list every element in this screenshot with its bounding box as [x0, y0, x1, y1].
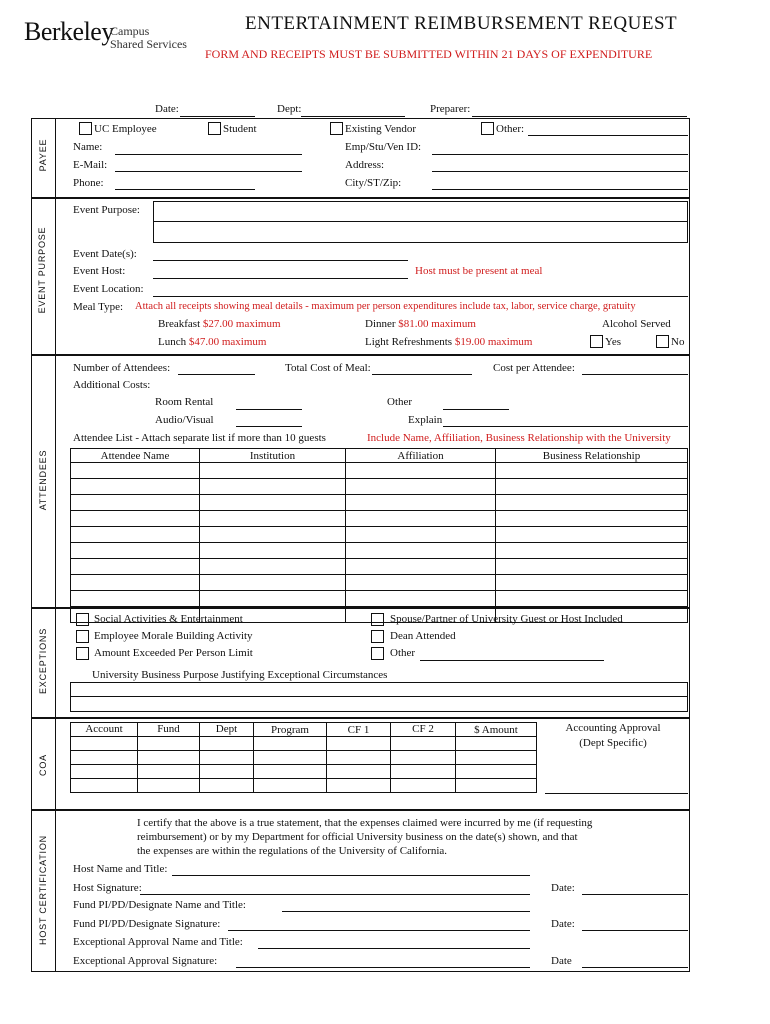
table-row[interactable]: [71, 575, 688, 591]
attendee-table: [70, 448, 688, 623]
dean-label: Dean Attended: [390, 630, 456, 642]
spouse-checkbox[interactable]: [371, 613, 384, 626]
num-attendees-field[interactable]: [178, 374, 255, 375]
event-section-label: EVENT PURPOSE: [37, 226, 47, 314]
pi-name-field[interactable]: [282, 911, 530, 912]
table-row[interactable]: [71, 779, 537, 793]
explain-label: Explain: [408, 414, 443, 426]
date-1-field[interactable]: [582, 894, 688, 895]
table-row[interactable]: [71, 495, 688, 511]
event-location-field[interactable]: [153, 296, 688, 297]
explain-field[interactable]: [443, 426, 688, 427]
event-location-label: Event Location:: [73, 283, 144, 295]
alcohol-no-checkbox[interactable]: [656, 335, 669, 348]
student-label: Student: [223, 123, 257, 135]
accounting-approval-field[interactable]: [545, 793, 688, 794]
additional-costs-label: Additional Costs:: [73, 379, 151, 391]
coa-divider: [55, 718, 56, 810]
cert-divider: [55, 810, 56, 972]
cost-per-field[interactable]: [582, 374, 688, 375]
dept-field[interactable]: [301, 116, 405, 117]
num-attendees-label: Number of Attendees:: [73, 362, 171, 374]
pi-name-label: Fund PI/PD/Designate Name and Title:: [73, 899, 246, 911]
morale-checkbox[interactable]: [76, 630, 89, 643]
col-cf2: CF 2: [391, 723, 456, 737]
table-row[interactable]: [71, 591, 688, 607]
exceeded-label: Amount Exceeded Per Person Limit: [94, 647, 253, 659]
social-label: Social Activities & Entertainment: [94, 613, 243, 625]
exceptions-section-label: EXCEPTIONS: [38, 628, 48, 695]
table-row[interactable]: [71, 479, 688, 495]
col-fund: Fund: [138, 723, 200, 737]
audio-visual-field[interactable]: [236, 426, 302, 427]
col-account: Account: [71, 723, 138, 737]
dinner-option[interactable]: [365, 318, 476, 330]
attendees-divider: [55, 355, 56, 608]
alcohol-label: Alcohol Served: [602, 318, 671, 330]
lunch-label: Lunch: [158, 336, 187, 348]
cost-per-label: Cost per Attendee:: [493, 362, 575, 374]
dinner-label: Dinner: [365, 318, 396, 330]
date-label: Date:: [155, 103, 179, 115]
address-field[interactable]: [432, 171, 688, 172]
email-label: E-Mail:: [73, 159, 108, 171]
event-dates-field[interactable]: [153, 260, 408, 261]
col-amount: $ Amount: [456, 723, 537, 737]
name-label: Name:: [73, 141, 103, 153]
preparer-field[interactable]: [472, 116, 687, 117]
form-subtitle: FORM AND RECEIPTS MUST BE SUBMITTED WITHIN 21 DAYS OF EXPENDITURE: [205, 47, 653, 61]
preparer-label: Preparer:: [430, 103, 471, 115]
host-name-field[interactable]: [172, 875, 530, 876]
city-field[interactable]: [432, 189, 688, 190]
justify-midline: [70, 696, 688, 697]
event-host-label: Event Host:: [73, 265, 126, 277]
spouse-label: Spouse/Partner of University Guest or Host Included: [390, 613, 623, 625]
alcohol-yes-label: Yes: [605, 336, 622, 348]
morale-label: Employee Morale Building Activity: [94, 630, 253, 642]
event-dates-label: Event Date(s):: [73, 248, 137, 260]
exc-sig-label: Exceptional Approval Signature:: [73, 955, 218, 967]
light-label: Light Refreshments: [365, 336, 453, 348]
lunch-max: $47.00 maximum: [188, 336, 267, 348]
phone-label: Phone:: [73, 177, 104, 189]
name-field[interactable]: [115, 154, 302, 155]
social-checkbox[interactable]: [76, 613, 89, 626]
col-cf1: CF 1: [327, 723, 391, 737]
coa-section-label: COA: [38, 754, 48, 776]
date-2-field[interactable]: [582, 930, 688, 931]
event-purpose-label: Event Purpose:: [73, 204, 140, 216]
host-note: Host must be present at meal: [415, 265, 543, 277]
host-sig-field[interactable]: [140, 894, 530, 895]
date-field[interactable]: [180, 116, 255, 117]
col-program: Program: [254, 723, 327, 737]
lunch-option[interactable]: [158, 336, 266, 348]
email-field[interactable]: [115, 171, 302, 172]
table-row[interactable]: [71, 559, 688, 575]
payee-divider: [55, 118, 56, 198]
total-cost-field[interactable]: [372, 374, 472, 375]
alcohol-yes-checkbox[interactable]: [590, 335, 603, 348]
dinner-max: $81.00 maximum: [398, 318, 476, 330]
exc-sig-field[interactable]: [236, 967, 530, 968]
dept-label: Dept:: [277, 103, 302, 115]
berkeley-logo: Berkeley: [24, 17, 114, 46]
event-purpose-midline: [153, 221, 688, 222]
room-rental-label: Room Rental: [155, 396, 214, 408]
event-purpose-box[interactable]: [153, 201, 688, 243]
col-attendee-name: Attendee Name: [71, 449, 200, 463]
meal-note: Attach all receipts showing meal details - maximum per person expenditures include tax, labor, service charge, gratuity: [135, 301, 636, 312]
table-row[interactable]: [71, 543, 688, 559]
uc-employee-checkbox[interactable]: [79, 122, 92, 135]
statement-line-1: I certify that the above is a true statement, that the expenses claimed were incurred by me (if requesting: [137, 817, 593, 829]
audio-visual-label: Audio/Visual: [155, 414, 214, 426]
total-cost-label: Total Cost of Meal:: [285, 362, 371, 374]
col-institution: Institution: [200, 449, 346, 463]
table-row[interactable]: [71, 511, 688, 527]
existing-vendor-label: Existing Vendor: [345, 123, 416, 135]
date-3-field[interactable]: [582, 967, 688, 968]
host-name-label: Host Name and Title:: [73, 863, 168, 875]
meal-type-label: Meal Type:: [73, 301, 124, 313]
other-payee-field[interactable]: [528, 135, 688, 136]
statement-line-3: the expenses are within the regulations of the University of California.: [137, 845, 448, 857]
address-label: Address:: [345, 159, 385, 171]
exceptions-divider: [55, 608, 56, 718]
exceeded-checkbox[interactable]: [76, 647, 89, 660]
emp-id-field[interactable]: [432, 154, 688, 155]
other-exception-checkbox[interactable]: [371, 647, 384, 660]
date-1-label: Date:: [551, 882, 575, 894]
other-exception-field[interactable]: [420, 660, 604, 661]
room-rental-field[interactable]: [236, 409, 302, 410]
cert-section-label: HOST CERTIFICATION: [38, 835, 48, 945]
logo-sub-campus: Campus: [110, 24, 150, 38]
alcohol-no-label: No: [671, 336, 685, 348]
exc-name-field[interactable]: [258, 948, 530, 949]
statement-line-2: reimbursement) or by my Department for official University business on the date(s) shown, and that: [137, 831, 578, 843]
uc-employee-label: UC Employee: [94, 123, 157, 135]
other-exception-label: Other: [390, 647, 416, 659]
city-label: City/ST/Zip:: [345, 177, 402, 189]
phone-field[interactable]: [115, 189, 255, 190]
table-row[interactable]: [71, 737, 537, 751]
breakfast-label: Breakfast: [158, 318, 201, 330]
attendee-list-note: Include Name, Affiliation, Business Relationship with the University: [367, 432, 671, 444]
pi-sig-label: Fund PI/PD/Designate Signature:: [73, 918, 221, 930]
other-payee-checkbox[interactable]: [481, 122, 494, 135]
breakfast-option[interactable]: [158, 318, 281, 330]
table-row[interactable]: [71, 527, 688, 543]
other-payee-label: Other:: [496, 123, 525, 135]
accounting-approval-sub: (Dept Specific): [579, 737, 647, 749]
justify-label: University Business Purpose Justifying Exceptional Circumstances: [92, 669, 388, 681]
table-row[interactable]: [71, 463, 688, 479]
pi-sig-field[interactable]: [228, 930, 530, 931]
col-dept: Dept: [200, 723, 254, 737]
breakfast-max: $27.00 maximum: [202, 318, 281, 330]
logo-sub-shared: Shared Services: [110, 37, 187, 51]
light-max: $19.00 maximum: [454, 336, 533, 348]
attendees-section-label: ATTENDEES: [38, 449, 48, 511]
date-2-label: Date:: [551, 918, 575, 930]
light-refreshments-option[interactable]: [365, 336, 532, 348]
table-row[interactable]: [71, 765, 537, 779]
student-checkbox[interactable]: [208, 122, 221, 135]
coa-table: [70, 722, 537, 793]
attendee-list-label: Attendee List - Attach separate list if more than 10 guests: [73, 432, 326, 444]
table-row[interactable]: [71, 751, 537, 765]
exc-name-label: Exceptional Approval Name and Title:: [73, 936, 243, 948]
col-affiliation: Affiliation: [346, 449, 496, 463]
form-title: ENTERTAINMENT REIMBURSEMENT REQUEST: [245, 13, 678, 34]
emp-id-label: Emp/Stu/Ven ID:: [345, 141, 422, 153]
accounting-approval-label: Accounting Approval: [565, 722, 661, 734]
dean-checkbox[interactable]: [371, 630, 384, 643]
host-sig-label: Host Signature:: [73, 882, 142, 894]
existing-vendor-checkbox[interactable]: [330, 122, 343, 135]
date-3-label: Date: [551, 955, 572, 967]
other-cost-label: Other: [387, 396, 413, 408]
other-cost-field[interactable]: [443, 409, 509, 410]
payee-section-label: PAYEE: [38, 138, 48, 172]
col-business-relationship: Business Relationship: [496, 449, 688, 463]
event-host-field[interactable]: [153, 278, 408, 279]
justify-box[interactable]: [70, 682, 688, 712]
event-divider: [55, 198, 56, 355]
